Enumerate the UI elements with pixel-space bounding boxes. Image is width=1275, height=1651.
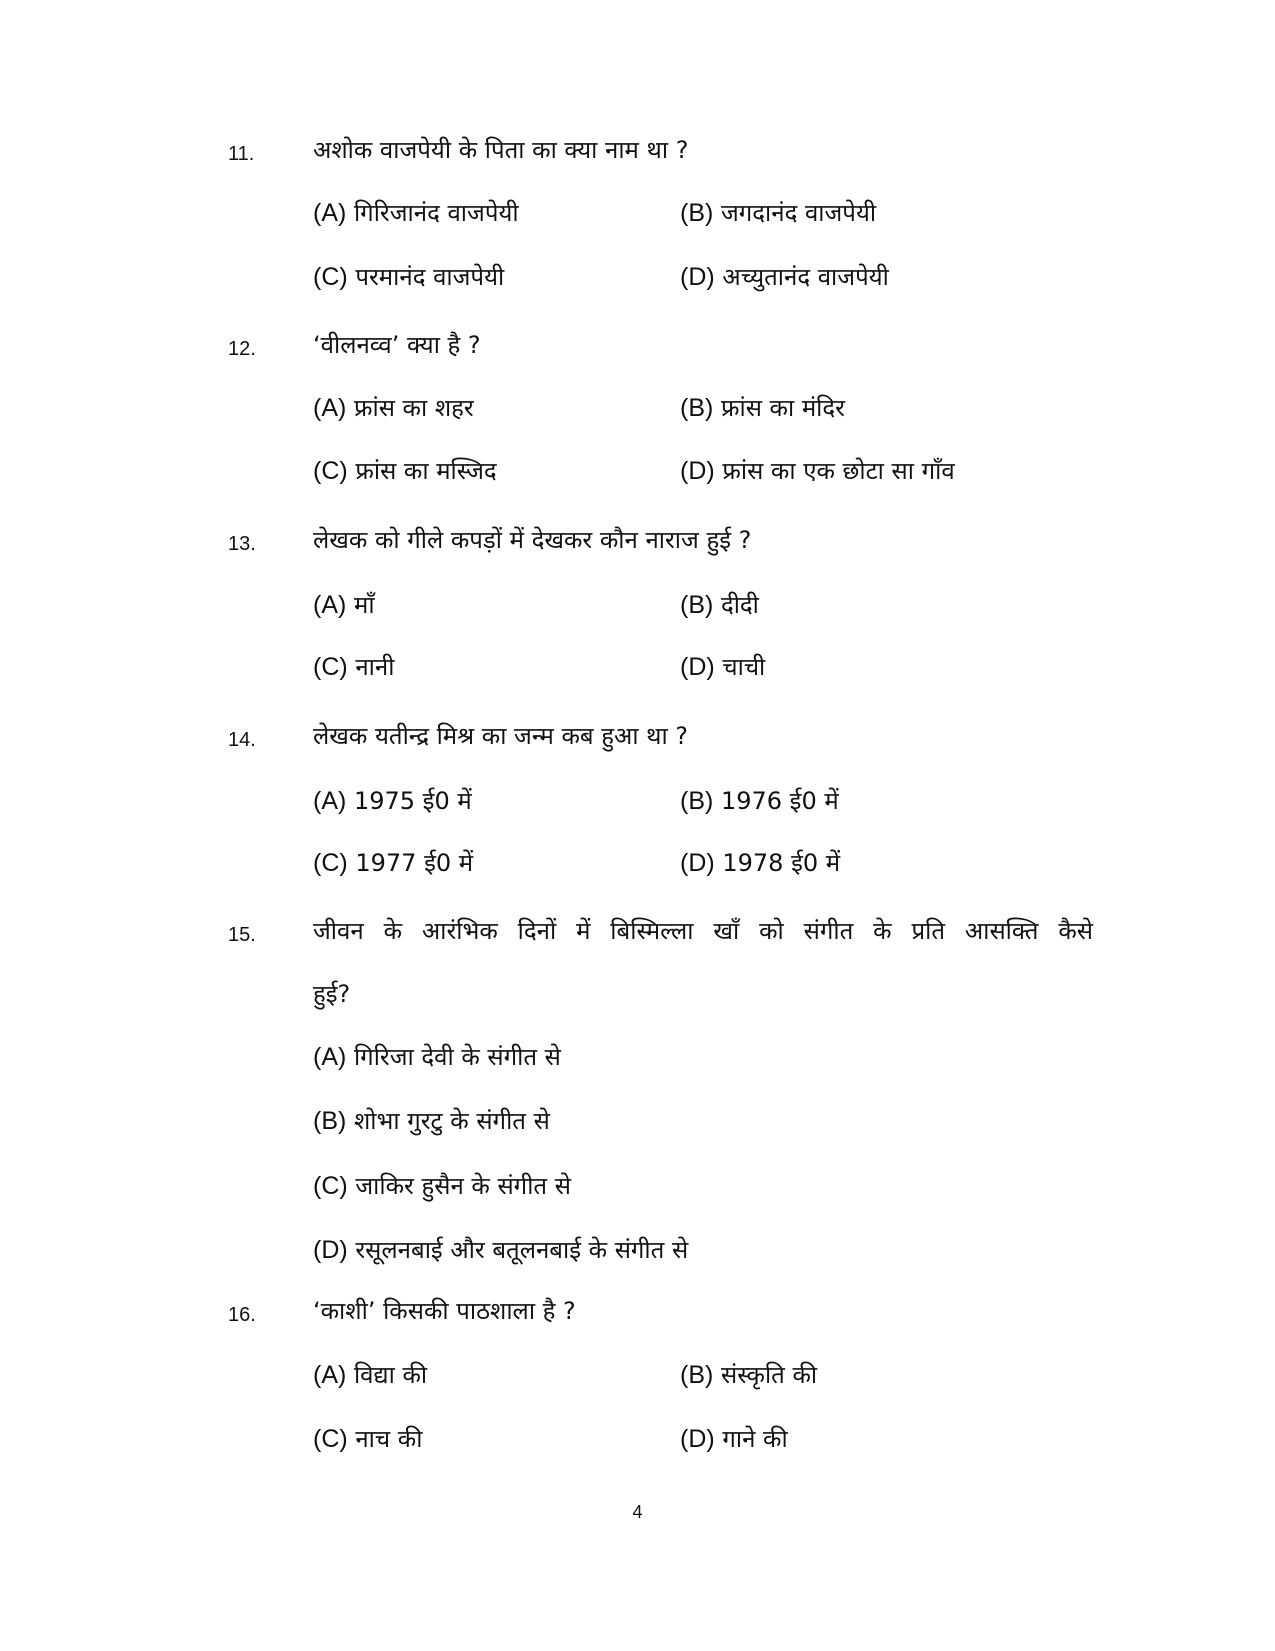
option-text: विद्या की [353, 1361, 428, 1389]
option-a [313, 1042, 561, 1072]
option-label: (B) [680, 199, 714, 227]
option-text: चाची [722, 653, 766, 681]
option-label: (B) [313, 1107, 347, 1135]
option-text: दीदी [720, 591, 759, 619]
option-c [313, 1171, 571, 1201]
option-label: (A) [313, 1361, 347, 1389]
option-label: (D) [680, 849, 715, 877]
option-text: संस्कृति की [720, 1361, 818, 1389]
option-text: जाकिर हुसैन के संगीत से [355, 1172, 571, 1200]
option-b [680, 786, 839, 816]
option-d [680, 848, 840, 878]
option-a [313, 786, 472, 816]
question-text: लेखक को गीले कपड़ों में देखकर कौन नाराज हुई ? [313, 526, 752, 554]
option-d [680, 456, 955, 486]
question-number: 15. [228, 924, 256, 946]
option-b [680, 393, 845, 423]
option-d [313, 1235, 688, 1265]
option-label: (C) [313, 849, 348, 877]
option-label: (D) [680, 653, 715, 681]
option-text: जगदानंद वाजपेयी [720, 199, 877, 227]
option-label: (A) [313, 591, 347, 619]
question-number: 12. [228, 338, 256, 360]
option-d [680, 652, 765, 682]
option-text: गाने की [722, 1425, 788, 1453]
option-text: रसूलनबाई और बतूलनबाई के संगीत से [355, 1236, 689, 1264]
option-label: (B) [680, 394, 714, 422]
option-label: (D) [680, 1425, 715, 1453]
option-label: (A) [313, 1043, 347, 1071]
option-label: (A) [313, 199, 347, 227]
option-b [680, 590, 759, 620]
question-text: लेखक यतीन्द्र मिश्र का जन्म कब हुआ था ? [313, 722, 689, 750]
option-label: (B) [680, 591, 714, 619]
option-label: (D) [313, 1236, 348, 1264]
option-c [313, 262, 504, 292]
option-c [313, 456, 497, 486]
question-text: ‘वीलनव्व’ क्या है ? [313, 331, 481, 359]
option-text: 1978 ई0 में [722, 849, 841, 877]
option-label: (D) [680, 457, 715, 485]
option-label: (C) [313, 263, 348, 291]
option-b [680, 198, 876, 228]
option-text: गिरिजा देवी के संगीत से [353, 1043, 561, 1071]
option-c [313, 652, 394, 682]
option-text: शोभा गुरटु के संगीत से [353, 1107, 550, 1135]
question-text: ‘काशी’ किसकी पाठशाला है ? [313, 1297, 576, 1325]
option-text: 1977 ई0 में [355, 849, 474, 877]
option-c [313, 1424, 422, 1454]
option-label: (A) [313, 394, 347, 422]
option-a [313, 393, 474, 423]
question-number: 11. [228, 143, 255, 165]
question-number: 16. [228, 1304, 256, 1326]
question-number: 13. [228, 533, 256, 555]
option-label: (C) [313, 653, 348, 681]
option-text: फ्रांस का एक छोटा सा गाँव [722, 457, 955, 485]
option-label: (C) [313, 457, 348, 485]
option-text: नानी [355, 653, 395, 681]
option-text: 1975 ई0 में [353, 787, 472, 815]
option-text: फ्रांस का मस्जिद [355, 457, 497, 485]
option-text: नाच की [355, 1425, 423, 1453]
option-d [680, 1424, 788, 1454]
option-label: (B) [680, 1361, 714, 1389]
page-number: 4 [632, 1502, 643, 1522]
option-a [313, 1360, 427, 1390]
option-text: अच्युतानंद वाजपेयी [722, 263, 889, 291]
option-d [680, 262, 889, 292]
option-label: (A) [313, 787, 347, 815]
option-label: (C) [313, 1425, 348, 1453]
option-text: परमानंद वाजपेयी [355, 263, 505, 291]
option-text: फ्रांस का मंदिर [720, 394, 845, 422]
option-text: माँ [353, 591, 375, 619]
option-b [680, 1360, 817, 1390]
option-c [313, 848, 473, 878]
option-a [313, 198, 519, 228]
option-label: (B) [680, 787, 714, 815]
question-text: अशोक वाजपेयी के पिता का क्या नाम था ? [313, 136, 689, 164]
option-text: गिरिजानंद वाजपेयी [353, 199, 519, 227]
option-text: 1976 ई0 में [720, 787, 839, 815]
option-a [313, 590, 375, 620]
option-text: फ्रांस का शहर [353, 394, 474, 422]
question-text-line-2: हुई? [313, 980, 351, 1008]
option-b [313, 1106, 550, 1136]
question-text-line-1: जीवन के आरंभिक दिनों में बिस्मिल्ला खाँ को संगीत के प्रति आसक्ति कैसे [313, 917, 1093, 945]
option-label: (D) [680, 263, 715, 291]
question-number: 14. [228, 729, 256, 751]
option-label: (C) [313, 1172, 348, 1200]
